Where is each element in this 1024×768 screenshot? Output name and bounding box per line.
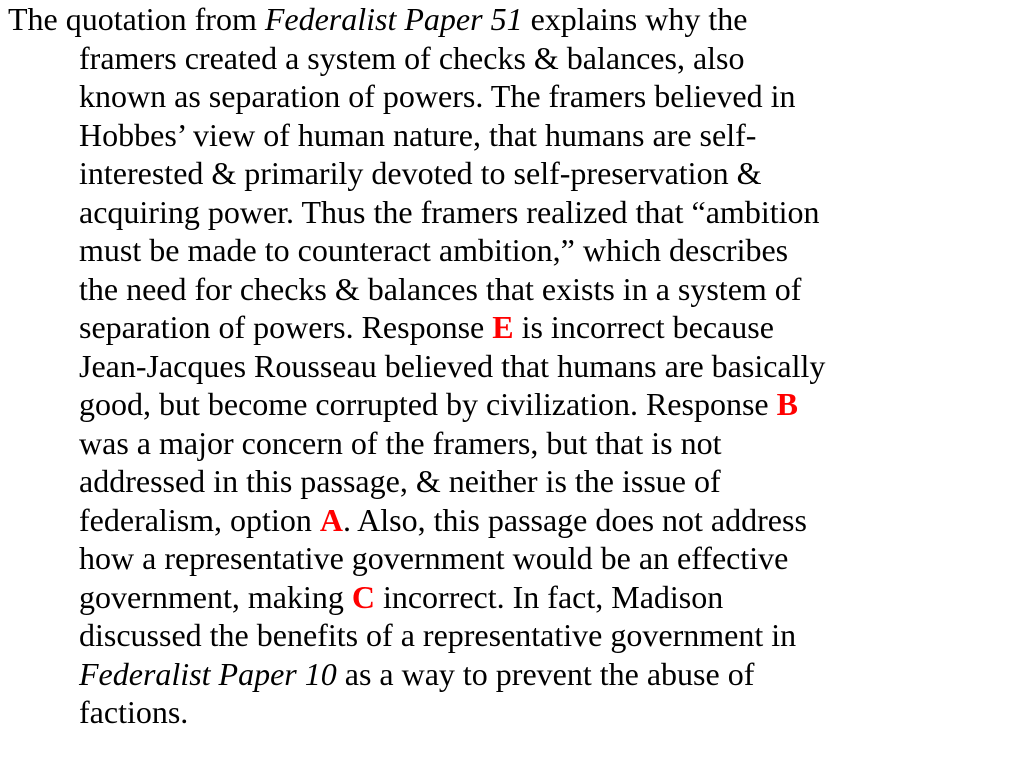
text-line: must be made to counteract ambition,” which describes (79, 232, 789, 268)
text-line: interested & primarily devoted to self-preservation & (79, 155, 762, 191)
text-line: good, but become corrupted by civilization. Response B (79, 386, 798, 422)
text-line: addressed in this passage, & neither is the issue of (79, 463, 721, 499)
text-line: Jean-Jacques Rousseau believed that humans are basically (79, 347, 826, 384)
answer-letter-b: B (776, 386, 798, 422)
text-line: Federalist Paper 10 as a way to prevent the abuse of (79, 655, 755, 692)
text-line: federalism, option A. Also, this passage does not address (79, 501, 807, 538)
text-line: government, making C incorrect. In fact, Madison (79, 578, 724, 615)
work-title: Federalist Paper 10 (79, 655, 337, 692)
text-line: framers created a system of checks & balances, also (79, 39, 745, 76)
text-line: factions. (79, 694, 189, 730)
answer-letter-e: E (492, 309, 514, 345)
text-line: discussed the benefits of a representative government in (79, 617, 797, 653)
answer-letter-c: C (351, 578, 375, 615)
text-line: known as separation of powers. The framers believed in (79, 78, 796, 114)
answer-letter-a: A (319, 501, 343, 538)
text-line: was a major concern of the framers, but that is not (79, 424, 722, 461)
text-line: Hobbes’ view of human nature, that humans are self- (79, 116, 757, 153)
text-line: separation of powers. Response E is incorrect because (79, 309, 774, 345)
text-line: the need for checks & balances that exists in a system of (79, 270, 802, 307)
text-line: The quotation from Federalist Paper 51 explains why the (8, 1, 748, 37)
text-line: acquiring power. Thus the framers realized that “ambition (79, 193, 820, 230)
work-title: Federalist Paper 51 (264, 1, 523, 37)
explanation-paragraph (8, 0, 1018, 732)
text-line: how a representative government would be an effective (79, 540, 789, 576)
